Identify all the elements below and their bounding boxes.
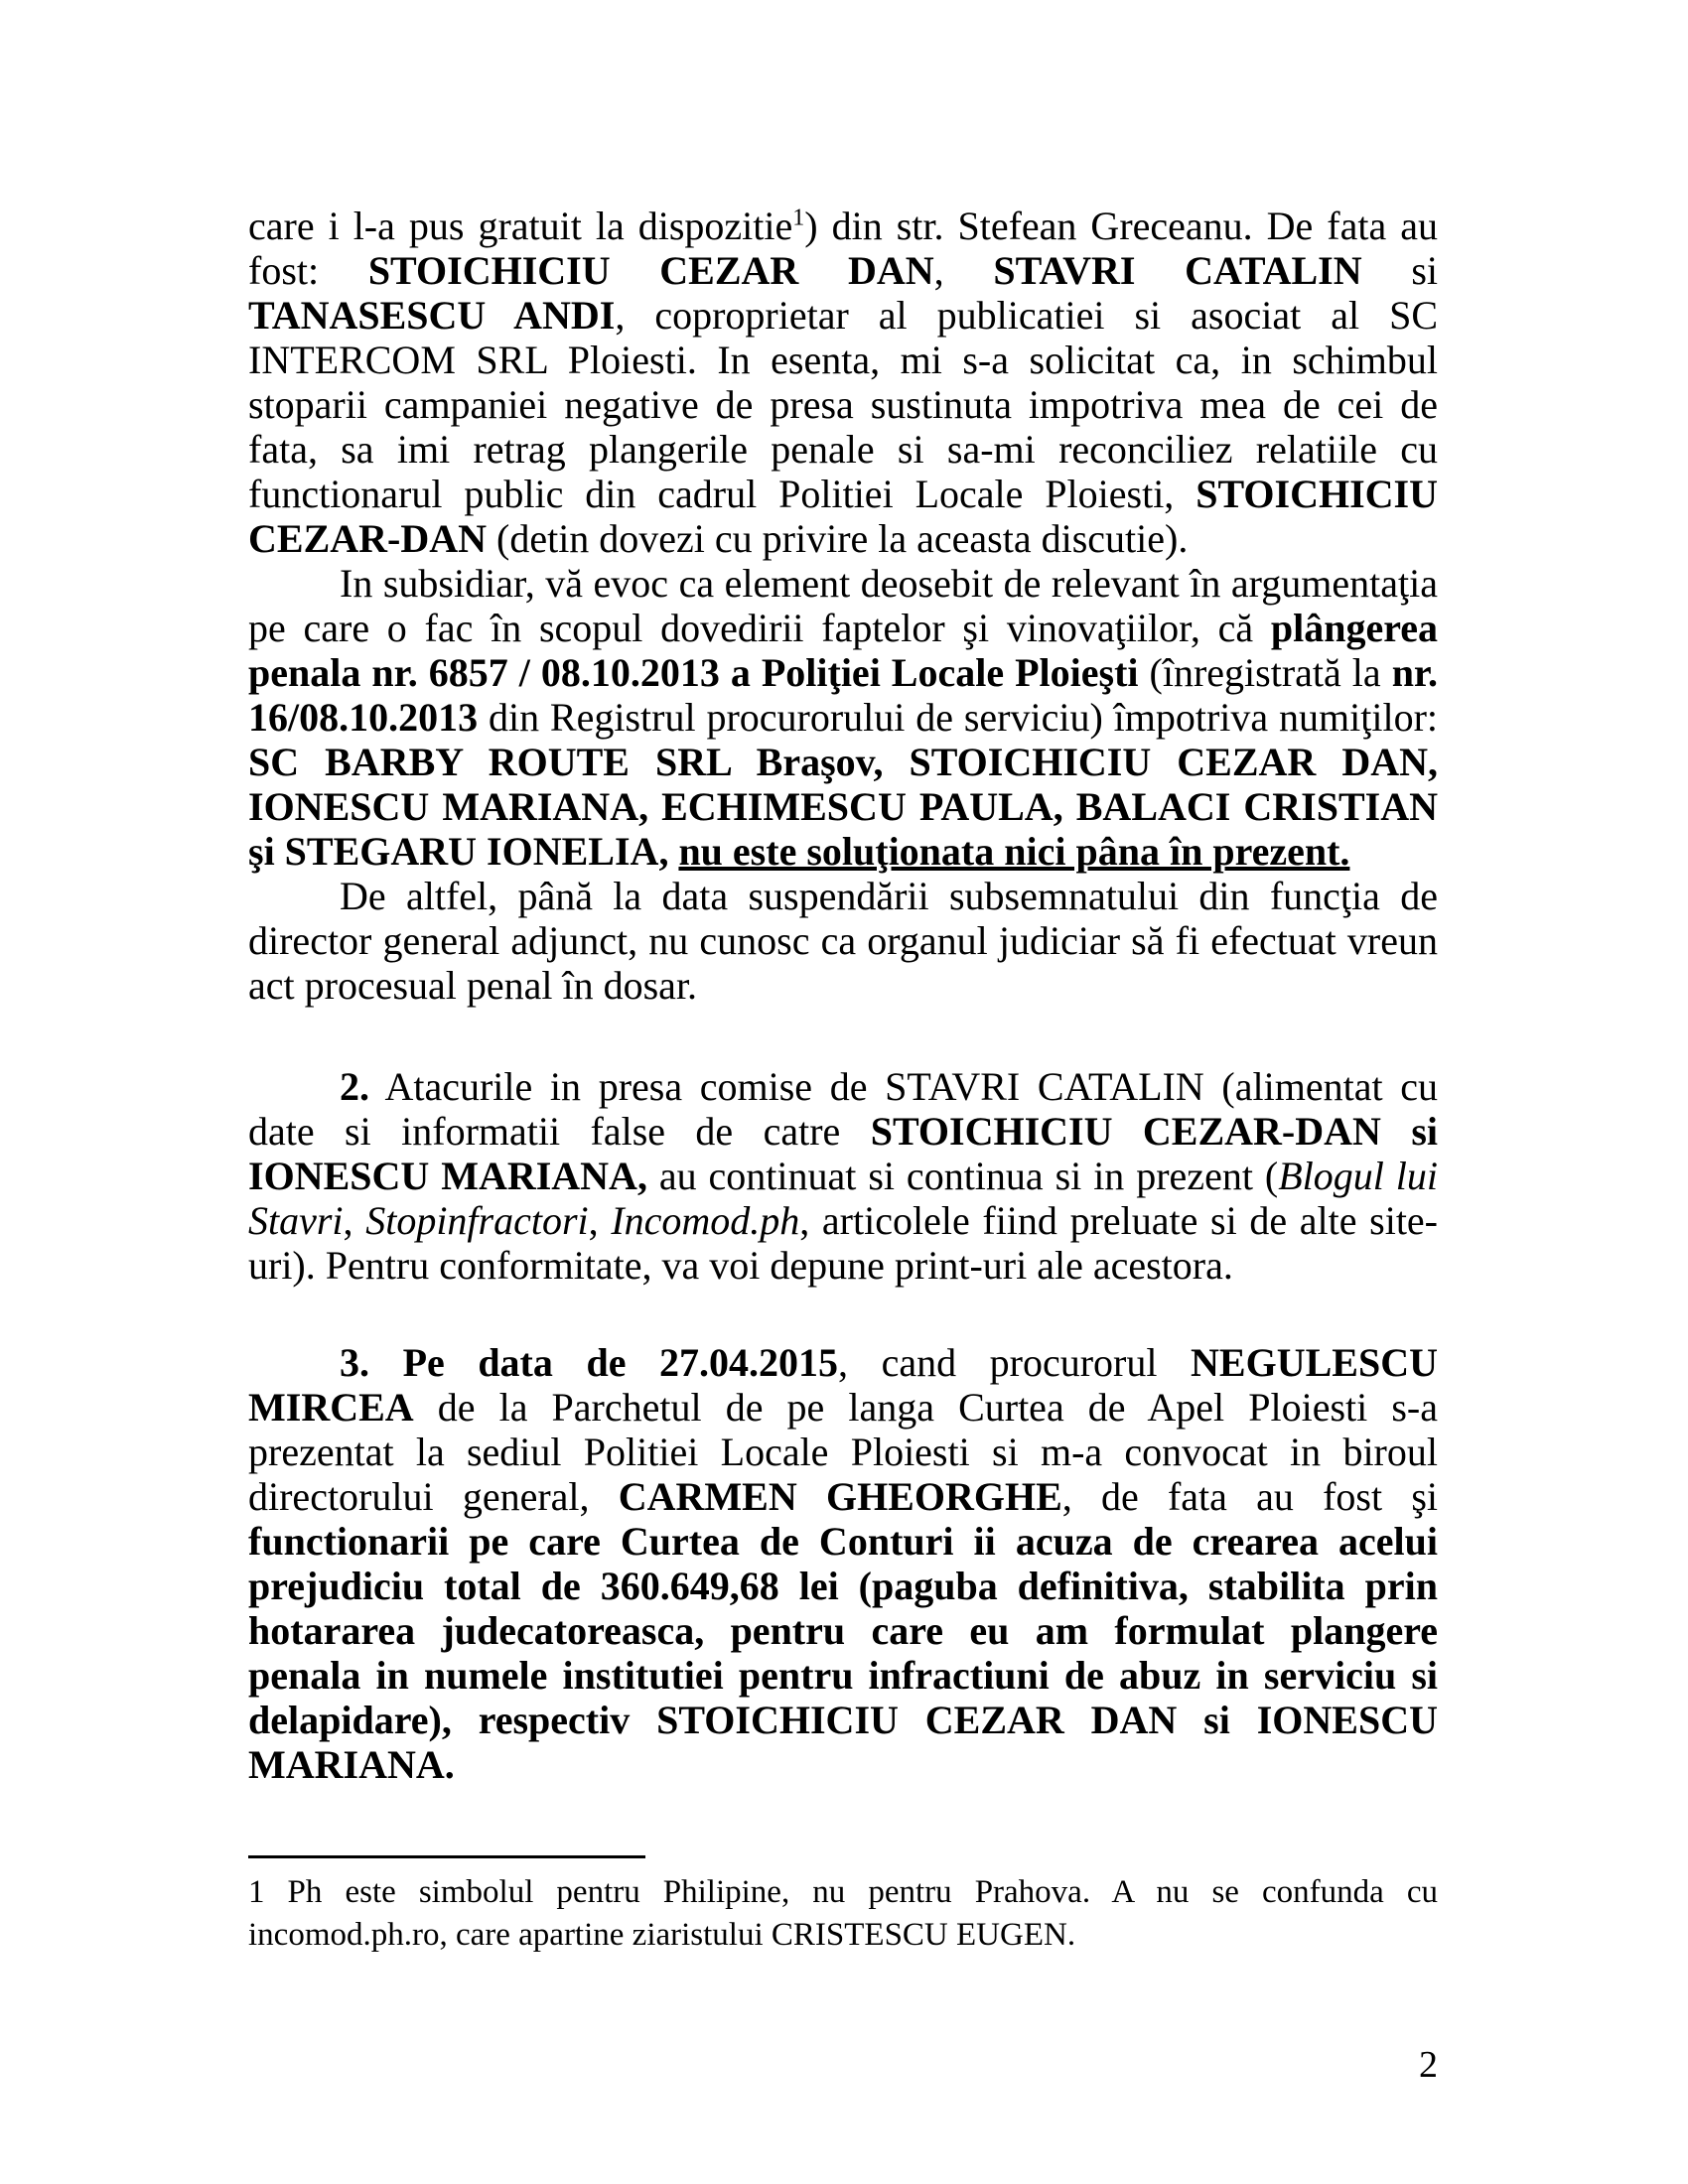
text-run: , [933,248,994,293]
footnote-ref: 1 [792,205,805,231]
text-run: Stopinfractori [365,1198,589,1243]
text-run: , [588,1198,612,1243]
text-run: si [1361,248,1439,293]
paragraph-de-altfel [248,874,1438,1008]
text-run: 1 Ph este simbolul pentru Philipine, nu pentru Prahova. A nu se confunda cu incomod.ph.ro, care apartine ziaristului CRISTESCU EUGEN. [248,1874,1438,1953]
text-run: Incomod.ph [611,1198,800,1243]
footnote-separator [248,1855,645,1858]
text-run: STAVRI CATALIN [993,248,1362,293]
text-run: CARMEN GHEORGHE [618,1474,1062,1519]
page-number: 2 [1419,2044,1438,2086]
text-run: Pe data de 27.04.2015 [402,1340,839,1385]
text-run: SC BARBY ROUTE SRL Braşov, STOICHICIU CEZAR DAN, IONESCU MARIANA, ECHIMESCU PAULA, BALACI CRISTIAN şi STEGARU IONELIA, [248,740,1438,874]
text-run: din Registrul procurorului de serviciu) împotriva numiţilor: [478,695,1438,740]
text-run: Blogul lui Stavri [248,1154,1438,1243]
text-run: , coproprietar al publicatiei si asociat al SC INTERCOM SRL Ploiesti. In esenta, mi s-a solicitat ca, in schimbul stoparii campaniei negative de presa sustinuta impotriva mea de cei de fata, sa imi retrag plangerile penale si sa-mi reconciliez relatiile cu functionarul public din cadrul Politiei Locale Ploiesti, [248,293,1439,516]
paragraph-continuation [248,204,1438,561]
text-run: de la Parchetul de pe langa Curtea de Apel Ploiesti s-a prezentat la sediul Politiei Locale Ploiesti si m-a convocat in biroul directorului general, [248,1385,1438,1519]
paragraph-point-3 [248,1340,1438,1787]
text-run: care i l-a pus gratuit la dispozitie [248,204,793,248]
text-run: Atacurile in presa comise de STAVRI CATALIN (alimentat cu date si informatii false de catre [248,1064,1438,1154]
text-run: ) din str. Stefean Greceanu. De fata au fost: [248,204,1438,293]
text-run: NEGULESCU MIRCEA [248,1340,1438,1430]
paragraph-subsidiar [248,561,1438,874]
text-run: In subsidiar, vă evoc ca element deosebit de relevant în argumentaţia pe care o fac în scopul dovedirii faptelor şi vinovaţiilor, că [248,561,1438,650]
text-run: , articolele fiind preluate si de alte site-uri). Pentru conformitate, va voi depune print-uri ale acestora. [248,1198,1439,1288]
text-run: functionarii pe care Curtea de Conturi ii acuza de crearea acelui prejudiciu total de 360.649,68 lei (paguba definitiva, stabilita prin hotararea judecatoreasca, pentru care eu am formulat plangere penala in numele institutiei pentru infractiuni de abuz in serviciu si delapidare), respectiv STOICHICIU CEZAR DAN si IONESCU MARIANA. [248,1519,1438,1787]
text-run: 3. [340,1340,369,1385]
text-run [369,1340,403,1385]
text-run: plângerea penala nr. 6857 / 08.10.2013 a Poliţiei Locale Ploieşti [248,606,1438,695]
text-run: nu este soluţionata nici pâna în prezent. [678,829,1350,874]
text-run: De altfel, până la data suspendării subsemnatului din funcţia de director general adjunct, nu cunosc ca organul judiciar să fi efectuat vreun act procesual penal în dosar. [248,874,1438,1008]
text-run: (detin dovezi cu privire la aceasta discutie). [487,516,1189,561]
text-run: , cand procurorul [838,1340,1192,1385]
text-run: , de fata au fost şi [1061,1474,1438,1519]
text-run: au continuat si continua si in prezent ( [646,1154,1279,1198]
text-run: STOICHICIU CEZAR-DAN [248,472,1438,561]
text-run: TANASESCU ANDI [248,293,616,338]
footnote-text [248,1871,1438,1957]
text-run: STOICHICIU CEZAR DAN [367,248,934,293]
text-run: nr. 16/08.10.2013 [248,650,1439,740]
text-run: STOICHICIU CEZAR-DAN si IONESCU MARIANA, [248,1109,1438,1198]
text-run: 2. [340,1064,369,1109]
text-run: , [343,1198,366,1243]
paragraph-point-2 [248,1064,1438,1288]
text-run: (înregistrată la [1138,650,1392,695]
